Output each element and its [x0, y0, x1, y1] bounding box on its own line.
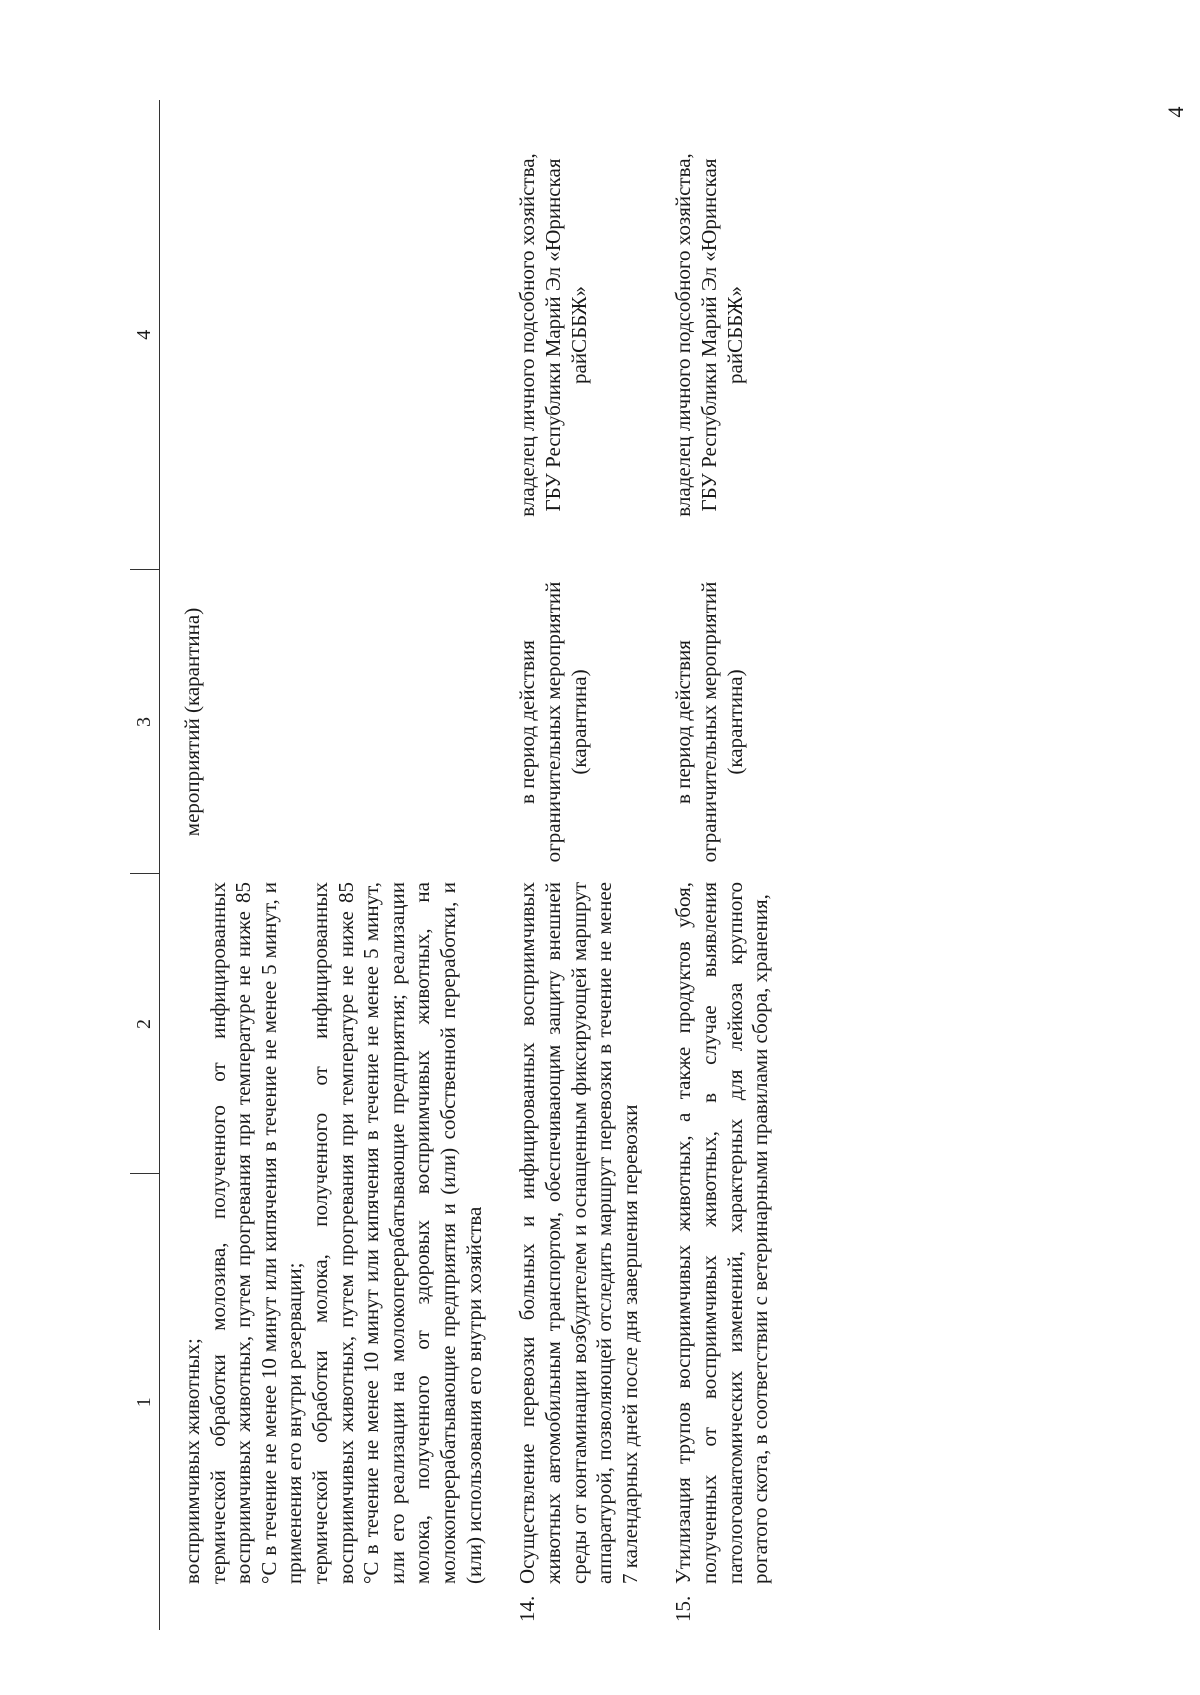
responsible-line: ГБУ Республики Марий Эл «Юринская райСББЖ»	[540, 158, 591, 512]
measures-table	[130, 100, 774, 1630]
row-number: 15.	[671, 1595, 696, 1622]
description-paragraph: Осуществление перевозки больных и инфицированных восприимчивых животных автомобильным транспортом, обеспечивающим защиту внешней среды от контаминации возбудителем и оснащенным фиксирующей маршрут аппаратурой, позволяющей отследить маршрут перевозки в течение не менее 7 календарных дней после дня завершения перевозки	[515, 882, 642, 1584]
measure-period: мероприятий (карантина)	[180, 607, 204, 837]
table-header-row	[130, 100, 160, 1630]
table-row	[160, 100, 488, 1630]
responsible-line: владелец личного подсобного хозяйства,	[515, 153, 540, 517]
measure-period: в период действия ограничительных мероприятий (карантина)	[671, 581, 747, 863]
row-number: 14.	[515, 1595, 540, 1622]
responsible-line: ГБУ Республики Марий Эл «Юринская райСББЖ»	[696, 158, 747, 512]
measure-description	[160, 874, 488, 1592]
table-row	[643, 100, 773, 1630]
page-number: 4	[1163, 106, 1188, 118]
row-number	[160, 1592, 488, 1630]
description-paragraph: термической обработки молока, полученного от инфицированных восприимчивых животных, путем прогревания при температуре не ниже 85 °C в течение не менее 10 минут или кипячения в течение не менее 5 минут, или его реализации на молокоперерабатывающие предприятия; реализации молока, полученного от здоровых восприимчивых животных, на молокоперерабатывающие предприятия и (или) собственной переработки, и (или) использования его внутри хозяйства	[308, 882, 486, 1584]
column-header-4: 4	[130, 100, 160, 570]
measure-responsible	[487, 100, 643, 570]
description-paragraph: термической обработки молозива, полученного от инфицированных восприимчивых животных, путем прогревания при температуре не ниже 85 °C в течение не менее 10 минут или кипячения в течение не менее 5 минут, и применения его внутри резервации;	[205, 882, 307, 1584]
document-sheet	[130, 100, 1032, 1630]
responsible-line: владелец личного подсобного хозяйства,	[671, 153, 696, 517]
table-row	[487, 100, 643, 1630]
measure-description	[487, 874, 643, 1592]
column-header-2: 2	[130, 874, 160, 1174]
measure-description	[643, 874, 773, 1592]
measure-period: в период действия ограничительных мероприятий (карантина)	[515, 581, 591, 863]
description-paragraph: восприимчивых животных;	[180, 1338, 204, 1584]
column-header-3: 3	[130, 570, 160, 874]
measure-responsible	[160, 100, 488, 570]
column-header-1: 1	[130, 1174, 160, 1630]
description-paragraph: Утилизация трупов восприимчивых животных, а также продуктов убоя, полученных от восприимчивых животных, в случае выявления патологоанатомических изменений, характерных для лейкоза крупного рогатого скота, в соответствии с ветеринарными правилами сбора, хранения,	[671, 882, 773, 1584]
measure-responsible	[643, 100, 773, 570]
